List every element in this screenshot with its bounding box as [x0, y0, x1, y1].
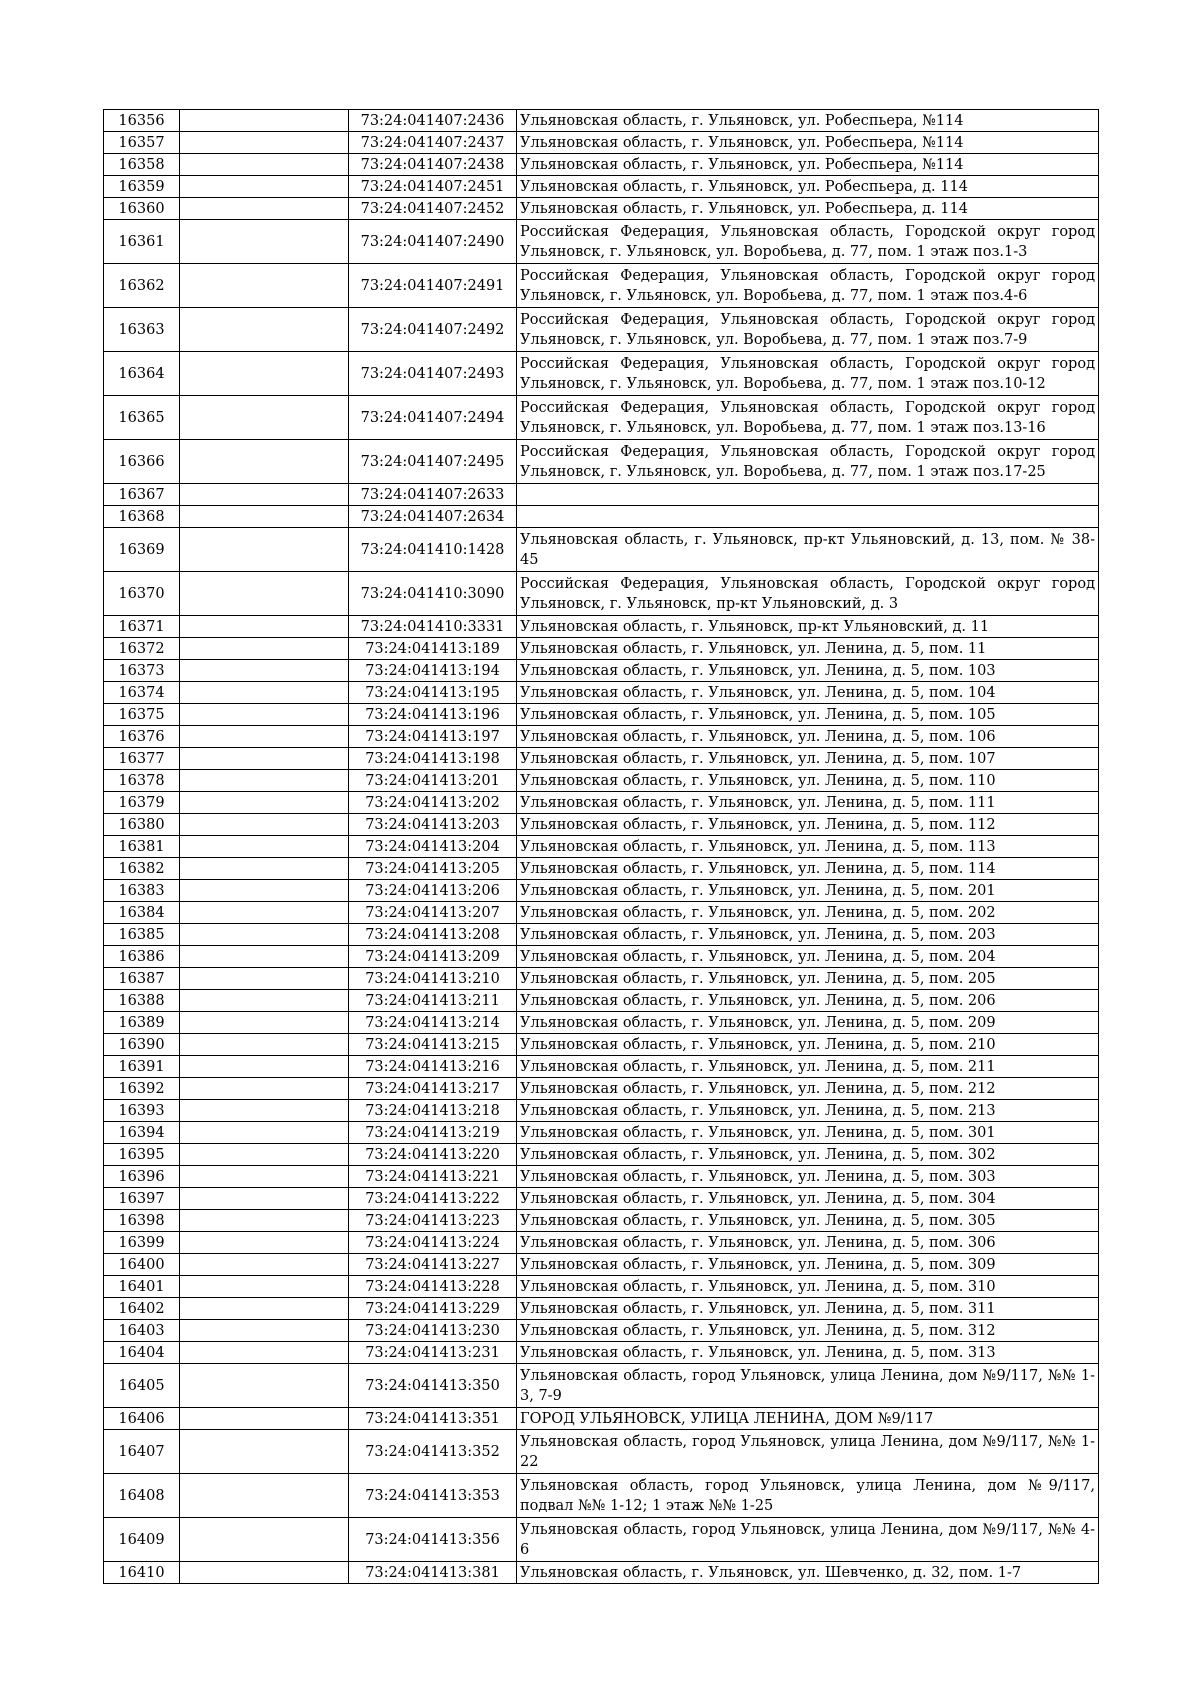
table-row	[104, 1144, 1099, 1166]
table-row	[104, 572, 1099, 616]
empty-cell	[180, 264, 349, 308]
empty-cell	[180, 682, 349, 704]
cadastral-number-cell: 73:24:041413:227	[349, 1254, 517, 1276]
row-number-cell: 16383	[104, 880, 180, 902]
address-cell: Ульяновская область, г. Ульяновск, ул. Ленина, д. 5, пом. 304	[517, 1188, 1099, 1210]
empty-cell	[180, 110, 349, 132]
cadastral-number-cell: 73:24:041407:2634	[349, 506, 517, 528]
table-row	[104, 528, 1099, 572]
empty-cell	[180, 770, 349, 792]
empty-cell	[180, 220, 349, 264]
table-row	[104, 1034, 1099, 1056]
row-number-cell: 16367	[104, 484, 180, 506]
cadastral-number-cell: 73:24:041413:202	[349, 792, 517, 814]
row-number-cell: 16410	[104, 1562, 180, 1584]
empty-cell	[180, 1562, 349, 1584]
address-cell: Российская Федерация, Ульяновская область, Городской округ город Ульяновск, г. Ульяновск, ул. Воробьева, д. 77, пом. 1 этаж поз.4-6	[517, 264, 1099, 308]
table-row	[104, 726, 1099, 748]
table-row	[104, 506, 1099, 528]
row-number-cell: 16369	[104, 528, 180, 572]
empty-cell	[180, 396, 349, 440]
table-row	[104, 1012, 1099, 1034]
row-number-cell: 16394	[104, 1122, 180, 1144]
table-row	[104, 1122, 1099, 1144]
cadastral-number-cell: 73:24:041413:230	[349, 1320, 517, 1342]
row-number-cell: 16360	[104, 198, 180, 220]
cadastral-number-cell: 73:24:041413:215	[349, 1034, 517, 1056]
empty-cell	[180, 814, 349, 836]
empty-cell	[180, 924, 349, 946]
row-number-cell: 16393	[104, 1100, 180, 1122]
address-cell: Ульяновская область, г. Ульяновск, ул. Шевченко, д. 32, пом. 1-7	[517, 1562, 1099, 1584]
empty-cell	[180, 726, 349, 748]
address-cell: Ульяновская область, г. Ульяновск, ул. Ленина, д. 5, пом. 312	[517, 1320, 1099, 1342]
cadastral-number-cell: 73:24:041413:219	[349, 1122, 517, 1144]
row-number-cell: 16392	[104, 1078, 180, 1100]
empty-cell	[180, 990, 349, 1012]
cadastral-number-cell: 73:24:041407:2490	[349, 220, 517, 264]
row-number-cell: 16401	[104, 1276, 180, 1298]
row-number-cell: 16395	[104, 1144, 180, 1166]
address-cell: Ульяновская область, г. Ульяновск, ул. Ленина, д. 5, пом. 112	[517, 814, 1099, 836]
row-number-cell: 16380	[104, 814, 180, 836]
address-cell: Ульяновская область, г. Ульяновск, ул. Робеспьера, д. 114	[517, 176, 1099, 198]
address-cell: Ульяновская область, г. Ульяновск, ул. Ленина, д. 5, пом. 213	[517, 1100, 1099, 1122]
cadastral-number-cell: 73:24:041407:2493	[349, 352, 517, 396]
row-number-cell: 16398	[104, 1210, 180, 1232]
cadastral-number-cell: 73:24:041413:194	[349, 660, 517, 682]
row-number-cell: 16390	[104, 1034, 180, 1056]
address-cell: Ульяновская область, г. Ульяновск, ул. Ленина, д. 5, пом. 103	[517, 660, 1099, 682]
cadastral-number-cell: 73:24:041413:196	[349, 704, 517, 726]
address-cell: Ульяновская область, город Ульяновск, улица Ленина, дом №9/117, №№ 1-22	[517, 1430, 1099, 1474]
table-row	[104, 1056, 1099, 1078]
empty-cell	[180, 1430, 349, 1474]
empty-cell	[180, 748, 349, 770]
address-cell: Ульяновская область, г. Ульяновск, ул. Ленина, д. 5, пом. 111	[517, 792, 1099, 814]
empty-cell	[180, 1298, 349, 1320]
table-row	[104, 308, 1099, 352]
address-cell: Ульяновская область, г. Ульяновск, ул. Ленина, д. 5, пом. 306	[517, 1232, 1099, 1254]
table-row	[104, 1474, 1099, 1518]
empty-cell	[180, 440, 349, 484]
empty-cell	[180, 704, 349, 726]
empty-cell	[180, 352, 349, 396]
address-cell: Ульяновская область, г. Ульяновск, ул. Ленина, д. 5, пом. 303	[517, 1166, 1099, 1188]
registry-table	[103, 109, 1099, 1584]
table-row	[104, 1518, 1099, 1562]
table-row	[104, 660, 1099, 682]
address-cell: Ульяновская область, г. Ульяновск, ул. Ленина, д. 5, пом. 212	[517, 1078, 1099, 1100]
cadastral-number-cell: 73:24:041413:214	[349, 1012, 517, 1034]
address-cell: Российская Федерация, Ульяновская область, Городской округ город Ульяновск, г. Ульяновск, пр-кт Ульяновский, д. 3	[517, 572, 1099, 616]
table-row	[104, 1342, 1099, 1364]
cadastral-number-cell: 73:24:041413:198	[349, 748, 517, 770]
address-cell: Ульяновская область, г. Ульяновск, ул. Ленина, д. 5, пом. 313	[517, 1342, 1099, 1364]
cadastral-number-cell: 73:24:041407:2491	[349, 264, 517, 308]
empty-cell	[180, 176, 349, 198]
cadastral-number-cell: 73:24:041413:350	[349, 1364, 517, 1408]
cadastral-number-cell: 73:24:041413:205	[349, 858, 517, 880]
row-number-cell: 16357	[104, 132, 180, 154]
empty-cell	[180, 836, 349, 858]
address-cell: Ульяновская область, г. Ульяновск, ул. Ленина, д. 5, пом. 209	[517, 1012, 1099, 1034]
empty-cell	[180, 880, 349, 902]
table-row	[104, 484, 1099, 506]
table-row	[104, 198, 1099, 220]
row-number-cell: 16370	[104, 572, 180, 616]
cadastral-number-cell: 73:24:041413:231	[349, 1342, 517, 1364]
registry-table-body	[104, 110, 1099, 1584]
row-number-cell: 16375	[104, 704, 180, 726]
cadastral-number-cell: 73:24:041413:210	[349, 968, 517, 990]
address-cell: Ульяновская область, г. Ульяновск, ул. Ленина, д. 5, пом. 106	[517, 726, 1099, 748]
address-cell: Ульяновская область, г. Ульяновск, ул. Ленина, д. 5, пом. 113	[517, 836, 1099, 858]
empty-cell	[180, 660, 349, 682]
row-number-cell: 16373	[104, 660, 180, 682]
row-number-cell: 16378	[104, 770, 180, 792]
cadastral-number-cell: 73:24:041413:216	[349, 1056, 517, 1078]
row-number-cell: 16382	[104, 858, 180, 880]
cadastral-number-cell: 73:24:041413:221	[349, 1166, 517, 1188]
table-row	[104, 1364, 1099, 1408]
row-number-cell: 16366	[104, 440, 180, 484]
empty-cell	[180, 506, 349, 528]
table-row	[104, 220, 1099, 264]
table-row	[104, 770, 1099, 792]
address-cell: Ульяновская область, г. Ульяновск, ул. Ленина, д. 5, пом. 302	[517, 1144, 1099, 1166]
address-cell: Российская Федерация, Ульяновская область, Городской округ город Ульяновск, г. Ульяновск, ул. Воробьева, д. 77, пом. 1 этаж поз.17-25	[517, 440, 1099, 484]
address-cell: Ульяновская область, г. Ульяновск, ул. Робеспьера, д. 114	[517, 198, 1099, 220]
cadastral-number-cell: 73:24:041413:203	[349, 814, 517, 836]
row-number-cell: 16407	[104, 1430, 180, 1474]
table-row	[104, 154, 1099, 176]
cadastral-number-cell: 73:24:041413:208	[349, 924, 517, 946]
cadastral-number-cell: 73:24:041413:206	[349, 880, 517, 902]
address-cell: Ульяновская область, г. Ульяновск, ул. Ленина, д. 5, пом. 204	[517, 946, 1099, 968]
cadastral-number-cell: 73:24:041407:2492	[349, 308, 517, 352]
empty-cell	[180, 1364, 349, 1408]
address-cell: Ульяновская область, г. Ульяновск, ул. Ленина, д. 5, пом. 206	[517, 990, 1099, 1012]
cadastral-number-cell: 73:24:041407:2452	[349, 198, 517, 220]
row-number-cell: 16385	[104, 924, 180, 946]
empty-cell	[180, 572, 349, 616]
cadastral-number-cell: 73:24:041407:2437	[349, 132, 517, 154]
cadastral-number-cell: 73:24:041413:201	[349, 770, 517, 792]
address-cell: Ульяновская область, город Ульяновск, улица Ленина, дом №9/117, №№ 4-6	[517, 1518, 1099, 1562]
cadastral-number-cell: 73:24:041413:218	[349, 1100, 517, 1122]
cadastral-number-cell: 73:24:041407:2494	[349, 396, 517, 440]
empty-cell	[180, 1078, 349, 1100]
table-row	[104, 748, 1099, 770]
table-row	[104, 1562, 1099, 1584]
address-cell: Ульяновская область, г. Ульяновск, ул. Робеспьера, №114	[517, 154, 1099, 176]
address-cell: Российская Федерация, Ульяновская область, Городской округ город Ульяновск, г. Ульяновск, ул. Воробьева, д. 77, пом. 1 этаж поз.1-3	[517, 220, 1099, 264]
row-number-cell: 16402	[104, 1298, 180, 1320]
table-row	[104, 1430, 1099, 1474]
address-cell: Ульяновская область, г. Ульяновск, ул. Ленина, д. 5, пом. 11	[517, 638, 1099, 660]
cadastral-number-cell: 73:24:041413:381	[349, 1562, 517, 1584]
empty-cell	[180, 154, 349, 176]
address-cell: Ульяновская область, г. Ульяновск, ул. Ленина, д. 5, пом. 205	[517, 968, 1099, 990]
cadastral-number-cell: 73:24:041413:351	[349, 1408, 517, 1430]
row-number-cell: 16359	[104, 176, 180, 198]
cadastral-number-cell: 73:24:041410:3090	[349, 572, 517, 616]
table-row	[104, 1254, 1099, 1276]
row-number-cell: 16381	[104, 836, 180, 858]
table-row	[104, 968, 1099, 990]
address-cell: Ульяновская область, г. Ульяновск, пр-кт Ульяновский, д. 11	[517, 616, 1099, 638]
table-row	[104, 836, 1099, 858]
empty-cell	[180, 484, 349, 506]
row-number-cell: 16405	[104, 1364, 180, 1408]
address-cell	[517, 484, 1099, 506]
cadastral-number-cell: 73:24:041413:189	[349, 638, 517, 660]
row-number-cell: 16368	[104, 506, 180, 528]
empty-cell	[180, 1122, 349, 1144]
row-number-cell: 16396	[104, 1166, 180, 1188]
table-row	[104, 792, 1099, 814]
cadastral-number-cell: 73:24:041413:228	[349, 1276, 517, 1298]
row-number-cell: 16399	[104, 1232, 180, 1254]
table-row	[104, 440, 1099, 484]
row-number-cell: 16358	[104, 154, 180, 176]
table-row	[104, 1276, 1099, 1298]
cadastral-number-cell: 73:24:041413:204	[349, 836, 517, 858]
cadastral-number-cell: 73:24:041413:352	[349, 1430, 517, 1474]
row-number-cell: 16388	[104, 990, 180, 1012]
table-row	[104, 1210, 1099, 1232]
address-cell: Ульяновская область, г. Ульяновск, ул. Ленина, д. 5, пом. 203	[517, 924, 1099, 946]
table-row	[104, 902, 1099, 924]
empty-cell	[180, 1012, 349, 1034]
empty-cell	[180, 1034, 349, 1056]
address-cell: Ульяновская область, г. Ульяновск, ул. Ленина, д. 5, пом. 305	[517, 1210, 1099, 1232]
row-number-cell: 16363	[104, 308, 180, 352]
cadastral-number-cell: 73:24:041413:211	[349, 990, 517, 1012]
row-number-cell: 16377	[104, 748, 180, 770]
cadastral-number-cell: 73:24:041413:224	[349, 1232, 517, 1254]
empty-cell	[180, 902, 349, 924]
table-row	[104, 1298, 1099, 1320]
table-row	[104, 110, 1099, 132]
row-number-cell: 16365	[104, 396, 180, 440]
empty-cell	[180, 1254, 349, 1276]
empty-cell	[180, 132, 349, 154]
cadastral-number-cell: 73:24:041413:356	[349, 1518, 517, 1562]
address-cell: Ульяновская область, город Ульяновск, улица Ленина, дом №9/117, подвал №№ 1-12; 1 этаж №№ 1-25	[517, 1474, 1099, 1518]
row-number-cell: 16386	[104, 946, 180, 968]
address-cell: Российская Федерация, Ульяновская область, Городской округ город Ульяновск, г. Ульяновск, ул. Воробьева, д. 77, пом. 1 этаж поз.13-16	[517, 396, 1099, 440]
address-cell: ГОРОД УЛЬЯНОВСК, УЛИЦА ЛЕНИНА, ДОМ №9/117	[517, 1408, 1099, 1430]
row-number-cell: 16372	[104, 638, 180, 660]
empty-cell	[180, 1474, 349, 1518]
cadastral-number-cell: 73:24:041407:2436	[349, 110, 517, 132]
table-row	[104, 814, 1099, 836]
address-cell: Российская Федерация, Ульяновская область, Городской округ город Ульяновск, г. Ульяновск, ул. Воробьева, д. 77, пом. 1 этаж поз.10-12	[517, 352, 1099, 396]
row-number-cell: 16376	[104, 726, 180, 748]
empty-cell	[180, 1232, 349, 1254]
empty-cell	[180, 1408, 349, 1430]
empty-cell	[180, 198, 349, 220]
cadastral-number-cell: 73:24:041413:195	[349, 682, 517, 704]
document-page	[103, 109, 1098, 1584]
empty-cell	[180, 638, 349, 660]
table-row	[104, 924, 1099, 946]
cadastral-number-cell: 73:24:041413:217	[349, 1078, 517, 1100]
empty-cell	[180, 1276, 349, 1298]
empty-cell	[180, 792, 349, 814]
address-cell: Ульяновская область, г. Ульяновск, ул. Ленина, д. 5, пом. 311	[517, 1298, 1099, 1320]
cadastral-number-cell: 73:24:041407:2633	[349, 484, 517, 506]
row-number-cell: 16356	[104, 110, 180, 132]
row-number-cell: 16400	[104, 1254, 180, 1276]
row-number-cell: 16362	[104, 264, 180, 308]
row-number-cell: 16406	[104, 1408, 180, 1430]
empty-cell	[180, 528, 349, 572]
row-number-cell: 16403	[104, 1320, 180, 1342]
empty-cell	[180, 1320, 349, 1342]
empty-cell	[180, 1056, 349, 1078]
cadastral-number-cell: 73:24:041413:223	[349, 1210, 517, 1232]
row-number-cell: 16364	[104, 352, 180, 396]
cadastral-number-cell: 73:24:041413:229	[349, 1298, 517, 1320]
row-number-cell: 16379	[104, 792, 180, 814]
table-row	[104, 352, 1099, 396]
table-row	[104, 880, 1099, 902]
table-row	[104, 176, 1099, 198]
address-cell: Ульяновская область, г. Ульяновск, ул. Ленина, д. 5, пом. 107	[517, 748, 1099, 770]
empty-cell	[180, 946, 349, 968]
address-cell	[517, 506, 1099, 528]
row-number-cell: 16374	[104, 682, 180, 704]
empty-cell	[180, 1188, 349, 1210]
address-cell: Ульяновская область, г. Ульяновск, ул. Ленина, д. 5, пом. 110	[517, 770, 1099, 792]
table-row	[104, 704, 1099, 726]
empty-cell	[180, 1100, 349, 1122]
address-cell: Ульяновская область, г. Ульяновск, ул. Ленина, д. 5, пом. 310	[517, 1276, 1099, 1298]
table-row	[104, 1232, 1099, 1254]
address-cell: Ульяновская область, г. Ульяновск, ул. Ленина, д. 5, пом. 309	[517, 1254, 1099, 1276]
row-number-cell: 16409	[104, 1518, 180, 1562]
table-row	[104, 616, 1099, 638]
table-row	[104, 682, 1099, 704]
address-cell: Ульяновская область, г. Ульяновск, ул. Ленина, д. 5, пом. 114	[517, 858, 1099, 880]
cadastral-number-cell: 73:24:041413:209	[349, 946, 517, 968]
cadastral-number-cell: 73:24:041413:220	[349, 1144, 517, 1166]
row-number-cell: 16384	[104, 902, 180, 924]
address-cell: Ульяновская область, г. Ульяновск, ул. Ленина, д. 5, пом. 202	[517, 902, 1099, 924]
row-number-cell: 16404	[104, 1342, 180, 1364]
empty-cell	[180, 1518, 349, 1562]
address-cell: Ульяновская область, г. Ульяновск, ул. Ленина, д. 5, пом. 210	[517, 1034, 1099, 1056]
address-cell: Ульяновская область, г. Ульяновск, ул. Ленина, д. 5, пом. 301	[517, 1122, 1099, 1144]
cadastral-number-cell: 73:24:041407:2451	[349, 176, 517, 198]
empty-cell	[180, 1210, 349, 1232]
table-row	[104, 1188, 1099, 1210]
address-cell: Ульяновская область, город Ульяновск, улица Ленина, дом №9/117, №№ 1-3, 7-9	[517, 1364, 1099, 1408]
row-number-cell: 16408	[104, 1474, 180, 1518]
table-row	[104, 858, 1099, 880]
address-cell: Ульяновская область, г. Ульяновск, пр-кт Ульяновский, д. 13, пом. № 38-45	[517, 528, 1099, 572]
row-number-cell: 16389	[104, 1012, 180, 1034]
table-row	[104, 1166, 1099, 1188]
empty-cell	[180, 968, 349, 990]
table-row	[104, 132, 1099, 154]
empty-cell	[180, 1166, 349, 1188]
cadastral-number-cell: 73:24:041407:2438	[349, 154, 517, 176]
empty-cell	[180, 1342, 349, 1364]
table-row	[104, 396, 1099, 440]
address-cell: Ульяновская область, г. Ульяновск, ул. Ленина, д. 5, пом. 105	[517, 704, 1099, 726]
table-row	[104, 1078, 1099, 1100]
table-row	[104, 990, 1099, 1012]
table-row	[104, 1408, 1099, 1430]
empty-cell	[180, 1144, 349, 1166]
address-cell: Ульяновская область, г. Ульяновск, ул. Ленина, д. 5, пом. 201	[517, 880, 1099, 902]
row-number-cell: 16391	[104, 1056, 180, 1078]
address-cell: Ульяновская область, г. Ульяновск, ул. Ленина, д. 5, пом. 211	[517, 1056, 1099, 1078]
empty-cell	[180, 308, 349, 352]
table-row	[104, 1320, 1099, 1342]
cadastral-number-cell: 73:24:041413:207	[349, 902, 517, 924]
row-number-cell: 16361	[104, 220, 180, 264]
cadastral-number-cell: 73:24:041413:353	[349, 1474, 517, 1518]
address-cell: Ульяновская область, г. Ульяновск, ул. Ленина, д. 5, пом. 104	[517, 682, 1099, 704]
cadastral-number-cell: 73:24:041410:3331	[349, 616, 517, 638]
table-row	[104, 946, 1099, 968]
table-row	[104, 638, 1099, 660]
row-number-cell: 16387	[104, 968, 180, 990]
cadastral-number-cell: 73:24:041410:1428	[349, 528, 517, 572]
table-row	[104, 1100, 1099, 1122]
cadastral-number-cell: 73:24:041413:197	[349, 726, 517, 748]
row-number-cell: 16397	[104, 1188, 180, 1210]
cadastral-number-cell: 73:24:041413:222	[349, 1188, 517, 1210]
row-number-cell: 16371	[104, 616, 180, 638]
address-cell: Российская Федерация, Ульяновская область, Городской округ город Ульяновск, г. Ульяновск, ул. Воробьева, д. 77, пом. 1 этаж поз.7-9	[517, 308, 1099, 352]
address-cell: Ульяновская область, г. Ульяновск, ул. Робеспьера, №114	[517, 110, 1099, 132]
empty-cell	[180, 616, 349, 638]
cadastral-number-cell: 73:24:041407:2495	[349, 440, 517, 484]
table-row	[104, 264, 1099, 308]
address-cell: Ульяновская область, г. Ульяновск, ул. Робеспьера, №114	[517, 132, 1099, 154]
empty-cell	[180, 858, 349, 880]
